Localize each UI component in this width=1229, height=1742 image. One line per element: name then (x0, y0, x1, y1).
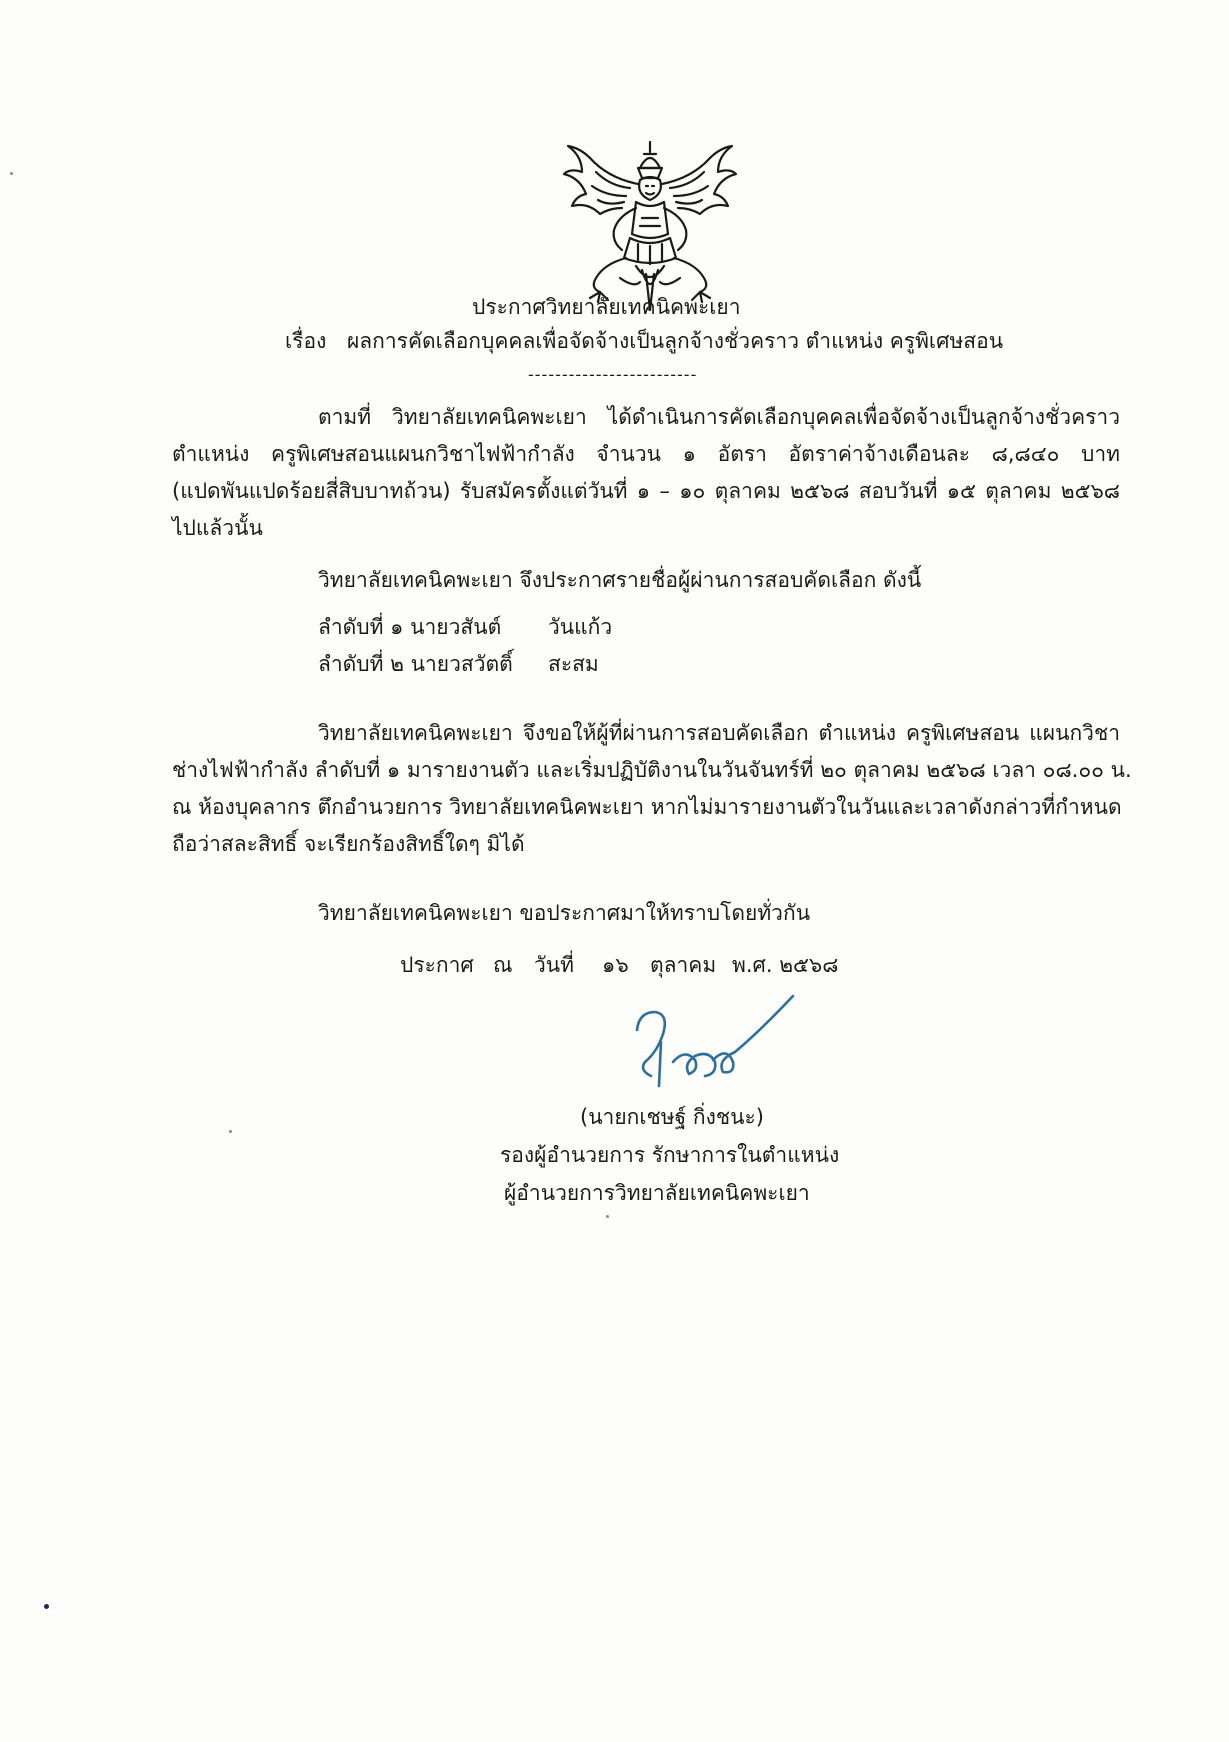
list-item-order: ลำดับที่ ๑ นายวสันต์ (318, 615, 502, 639)
at-label: ณ (493, 953, 513, 977)
paper-speck (44, 1604, 49, 1609)
para3-line2: ช่างไฟฟ้ากำลัง ลำดับที่ ๑ มารายงานตัว และเริ่มปฏิบัติงานในวันจันทร์ที่ ๒๐ ตุลาคม ๒๕๖๘ เวลา ๐๘.๐๐ น. (172, 758, 1132, 782)
para3-line4: ถือว่าสละสิทธิ์ จะเรียกร้องสิทธิ์ใดๆ มิได้ (172, 832, 525, 856)
signer-position-line2: ผู้อำนวยการวิทยาลัยเทคนิคพะเยา (504, 1181, 810, 1205)
subject-label: เรื่อง (285, 329, 327, 353)
announcement-title: ประกาศวิทยาลัยเทคนิคพะเยา (472, 295, 741, 319)
signer-position-line1: รองผู้อำนวยการ รักษาการในตำแหน่ง (500, 1143, 840, 1167)
announce-label: ประกาศ (400, 953, 474, 977)
paper-speck (10, 172, 13, 175)
date-label: วันที่ (534, 953, 574, 977)
para1-line2: ตำแหน่ง ครูพิเศษสอนแผนกวิชาไฟฟ้ากำลัง จำนวน ๑ อัตรา อัตราค่าจ้างเดือนละ ๘,๘๔๐ บาท (172, 442, 1120, 466)
subject-text: ผลการคัดเลือกบุคคลเพื่อจัดจ้างเป็นลูกจ้างชั่วคราว ตำแหน่ง ครูพิเศษสอน (347, 329, 1004, 353)
garuda-emblem-icon (560, 138, 740, 318)
list-item-surname: วันแก้ว (548, 615, 613, 639)
list-item-surname: สะสม (548, 652, 599, 676)
title-divider: ------------------------- (528, 365, 698, 384)
para3-line1: วิทยาลัยเทคนิคพะเยา จึงขอให้ผู้ที่ผ่านการสอบคัดเลือก ตำแหน่ง ครูพิเศษสอน แผนกวิชา (318, 721, 1120, 745)
para2: วิทยาลัยเทคนิคพะเยา จึงประกาศรายชื่อผู้ผ่านการสอบคัดเลือก ดังนี้ (318, 568, 922, 592)
para4: วิทยาลัยเทคนิคพะเยา ขอประกาศมาให้ทราบโดยทั่วกัน (318, 901, 811, 925)
paper-speck (229, 1130, 232, 1133)
signer-name: (นายกเชษฐ์ กิ่งชนะ) (580, 1105, 764, 1129)
handwritten-signature-icon (625, 990, 805, 1100)
paper-speck (606, 1215, 609, 1218)
announce-day: ๑๖ (602, 953, 629, 977)
list-item-order: ลำดับที่ ๒ นายวสวัตติ์ (318, 652, 513, 676)
para1-line4: ไปแล้วนั้น (172, 516, 263, 540)
para1-line3: (แปดพันแปดร้อยสี่สิบบาทถ้วน) รับสมัครตั้งแต่วันที่ ๑ – ๑๐ ตุลาคม ๒๕๖๘ สอบวันที่ ๑๕ ตุลาคม ๒๕๖๘ (172, 479, 1120, 503)
para3-line3: ณ ห้องบุคลากร ตึกอำนวยการ วิทยาลัยเทคนิคพะเยา หากไม่มารายงานตัวในวันและเวลาดังกล่าวที่กำหนด (172, 795, 1122, 819)
announce-year: พ.ศ. ๒๕๖๘ (732, 953, 839, 977)
para1-line1: ตามที่ วิทยาลัยเทคนิคพะเยา ได้ดำเนินการคัดเลือกบุคคลเพื่อจัดจ้างเป็นลูกจ้างชั่วคราว (318, 405, 1120, 429)
announce-month: ตุลาคม (650, 953, 717, 977)
